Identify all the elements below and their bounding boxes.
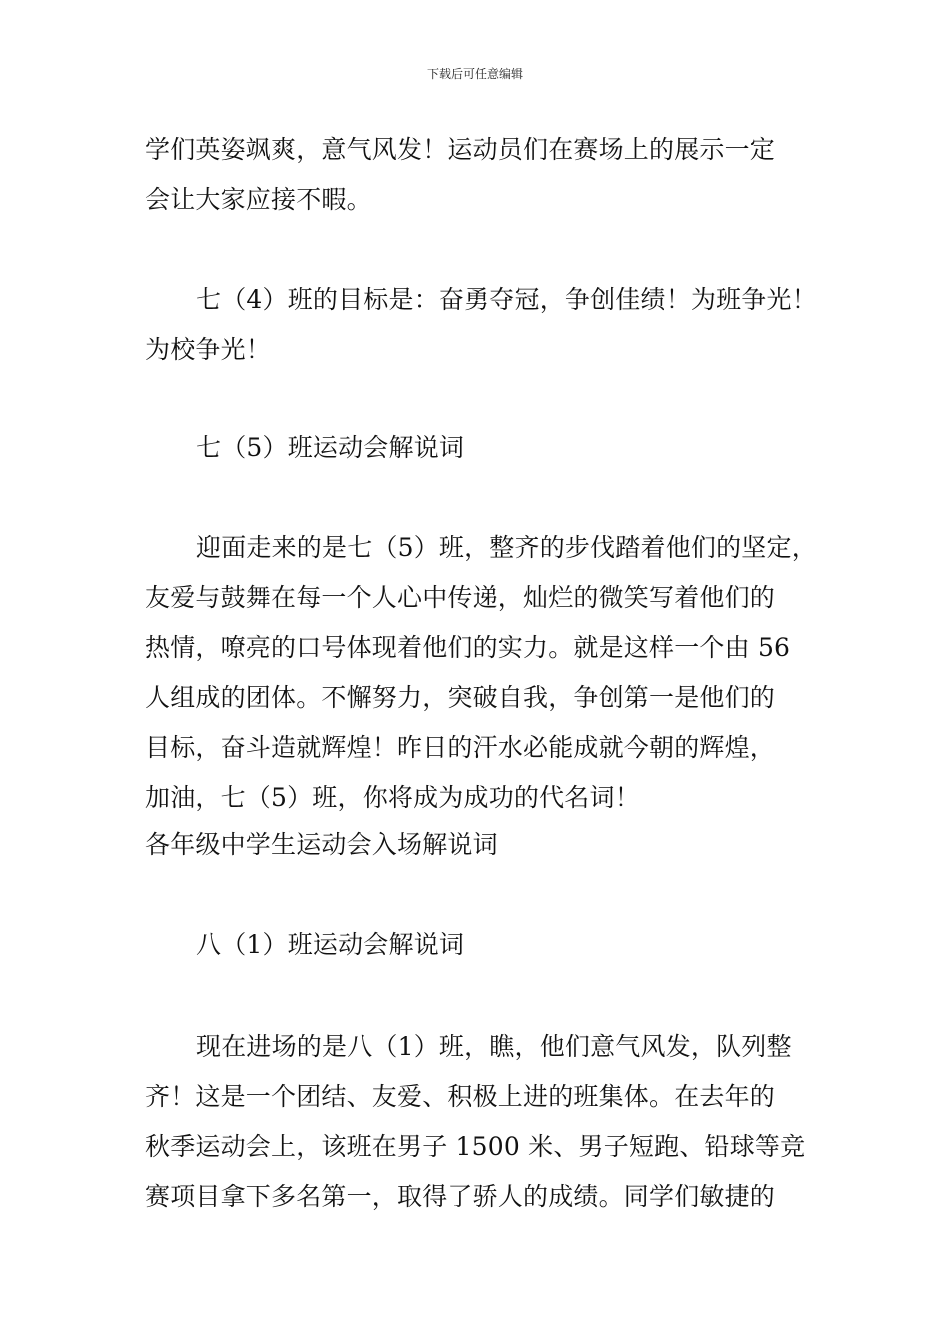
text-line: 齐！这是一个团结、友爱、积极上进的班集体。在去年的 xyxy=(145,1082,776,1111)
section-heading: 七（5）班运动会解说词 xyxy=(196,433,465,462)
document-title: 各年级中学生运动会入场解说词 xyxy=(145,830,498,859)
text-line: 会让大家应接不暇。 xyxy=(145,185,372,214)
text-line: 目标，奋斗造就辉煌！昨日的汗水必能成就今朝的辉煌， xyxy=(145,733,776,762)
text-line: 学们英姿飒爽，意气风发！运动员们在赛场上的展示一定 xyxy=(145,135,776,164)
text-line: 友爱与鼓舞在每一个人心中传递，灿烂的微笑写着他们的 xyxy=(145,583,776,612)
page-header-note: 下载后可任意编辑 xyxy=(426,67,523,81)
text-line: 赛项目拿下多名第一，取得了骄人的成绩。同学们敏捷的 xyxy=(145,1182,776,1211)
text-line: 热情，嘹亮的口号体现着他们的实力。就是这样一个由 56 xyxy=(145,633,791,662)
section-heading: 八（1）班运动会解说词 xyxy=(196,930,465,959)
text-line: 为校争光！ xyxy=(145,335,272,364)
text-line: 人组成的团体。不懈努力，突破自我，争创第一是他们的 xyxy=(145,683,776,712)
text-line: 迎面走来的是七（5）班，整齐的步伐踏着他们的坚定， xyxy=(196,533,817,562)
text-line: 七（4）班的目标是：奋勇夺冠，争创佳绩！为班争光！ xyxy=(196,285,817,314)
text-line: 现在进场的是八（1）班，瞧，他们意气风发，队列整 xyxy=(196,1032,792,1061)
text-line: 秋季运动会上，该班在男子 1500 米、男子短跑、铅球等竞 xyxy=(145,1132,806,1161)
text-line: 加油，七（5）班，你将成为成功的代名词！ xyxy=(145,783,640,812)
